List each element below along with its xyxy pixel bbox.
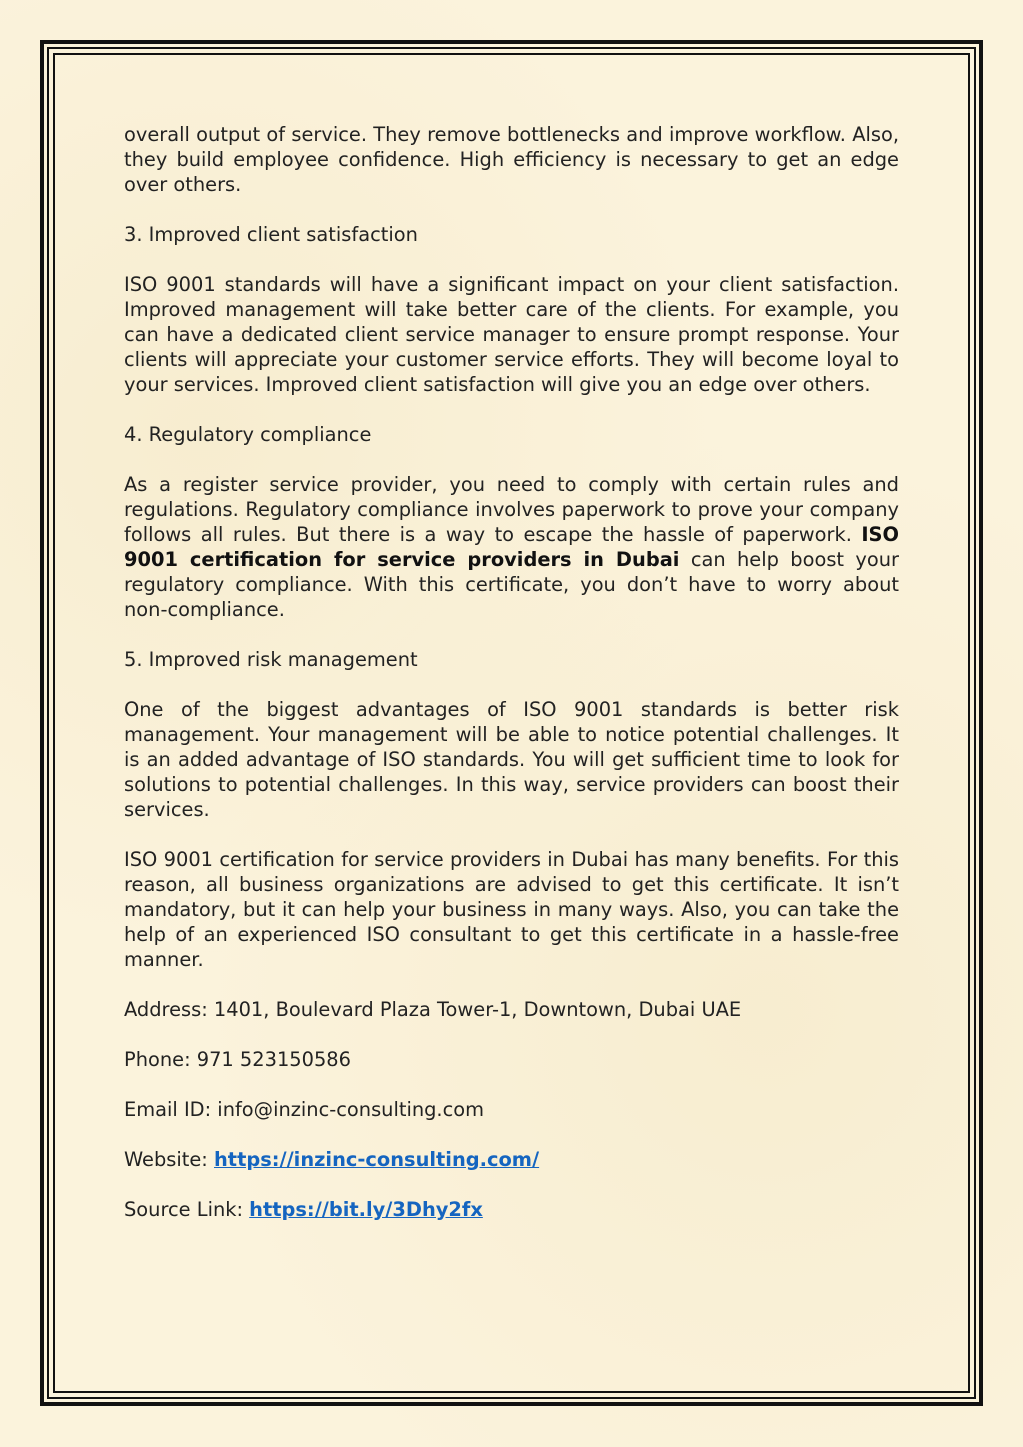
source-label: Source Link:	[124, 1198, 250, 1221]
bold-keyword-iso-certification: ISO 9001 certification for service providers in Dubai	[124, 523, 899, 571]
paragraph-risk-management: One of the biggest advantages of ISO 9001 standards is better risk management. Your management will be able to notice potential challenges. It is an added advantage of ISO standards. You will get sufficient time to look for solutions to potential challenges. In this way, service providers can boost their services.	[124, 698, 899, 821]
contact-source	[124, 1197, 899, 1222]
source-link[interactable]: https://bit.ly/3Dhy2fx	[249, 1198, 483, 1221]
heading-risk-management: 5. Improved risk management	[124, 648, 418, 671]
contact-email: Email ID: info@inzinc-consulting.com	[124, 1098, 485, 1121]
website-link[interactable]: https://inzinc-consulting.com/	[214, 1148, 540, 1171]
contact-website	[124, 1147, 899, 1172]
paragraph-regulatory-compliance-start: As a register service provider, you need to comply with certain rules and regulations. Regulatory compliance involves paperwork to prove your company follows all rules. But there is a way to escape the hassle of paperwork.	[124, 473, 899, 546]
heading-regulatory-compliance: 4. Regulatory compliance	[124, 423, 372, 446]
website-label: Website:	[124, 1148, 214, 1171]
heading-client-satisfaction: 3. Improved client satisfaction	[124, 223, 418, 246]
contact-address: Address: 1401, Boulevard Plaza Tower-1, Downtown, Dubai UAE	[124, 998, 742, 1021]
paragraph-regulatory-compliance	[124, 472, 899, 622]
document-body	[124, 122, 899, 1247]
contact-phone: Phone: 971 523150586	[124, 1048, 351, 1071]
paragraph-client-satisfaction: ISO 9001 standards will have a significant impact on your client satisfaction. Improved management will take better care of the clients. For example, you can have a dedicated client service manager to ensure prompt response. Your clients will appreciate your customer service efforts. They will become loyal to your services. Improved client satisfaction will give you an edge over others.	[124, 273, 899, 396]
paragraph-regulatory-compliance-end: can help boost your regulatory compliance. With this certificate, you don’t have to worry about non-compliance.	[124, 548, 899, 621]
paragraph-efficiency-continued: overall output of service. They remove bottlenecks and improve workflow. Also, they build employee confidence. High efficiency is necessary to get an edge over others.	[124, 123, 899, 196]
paragraph-conclusion: ISO 9001 certification for service providers in Dubai has many benefits. For this reason, all business organizations are advised to get this certificate. It isn’t mandatory, but it can help your business in many ways. Also, you can take the help of an experienced ISO consultant to get this certificate in a hassle-free manner.	[124, 848, 899, 971]
